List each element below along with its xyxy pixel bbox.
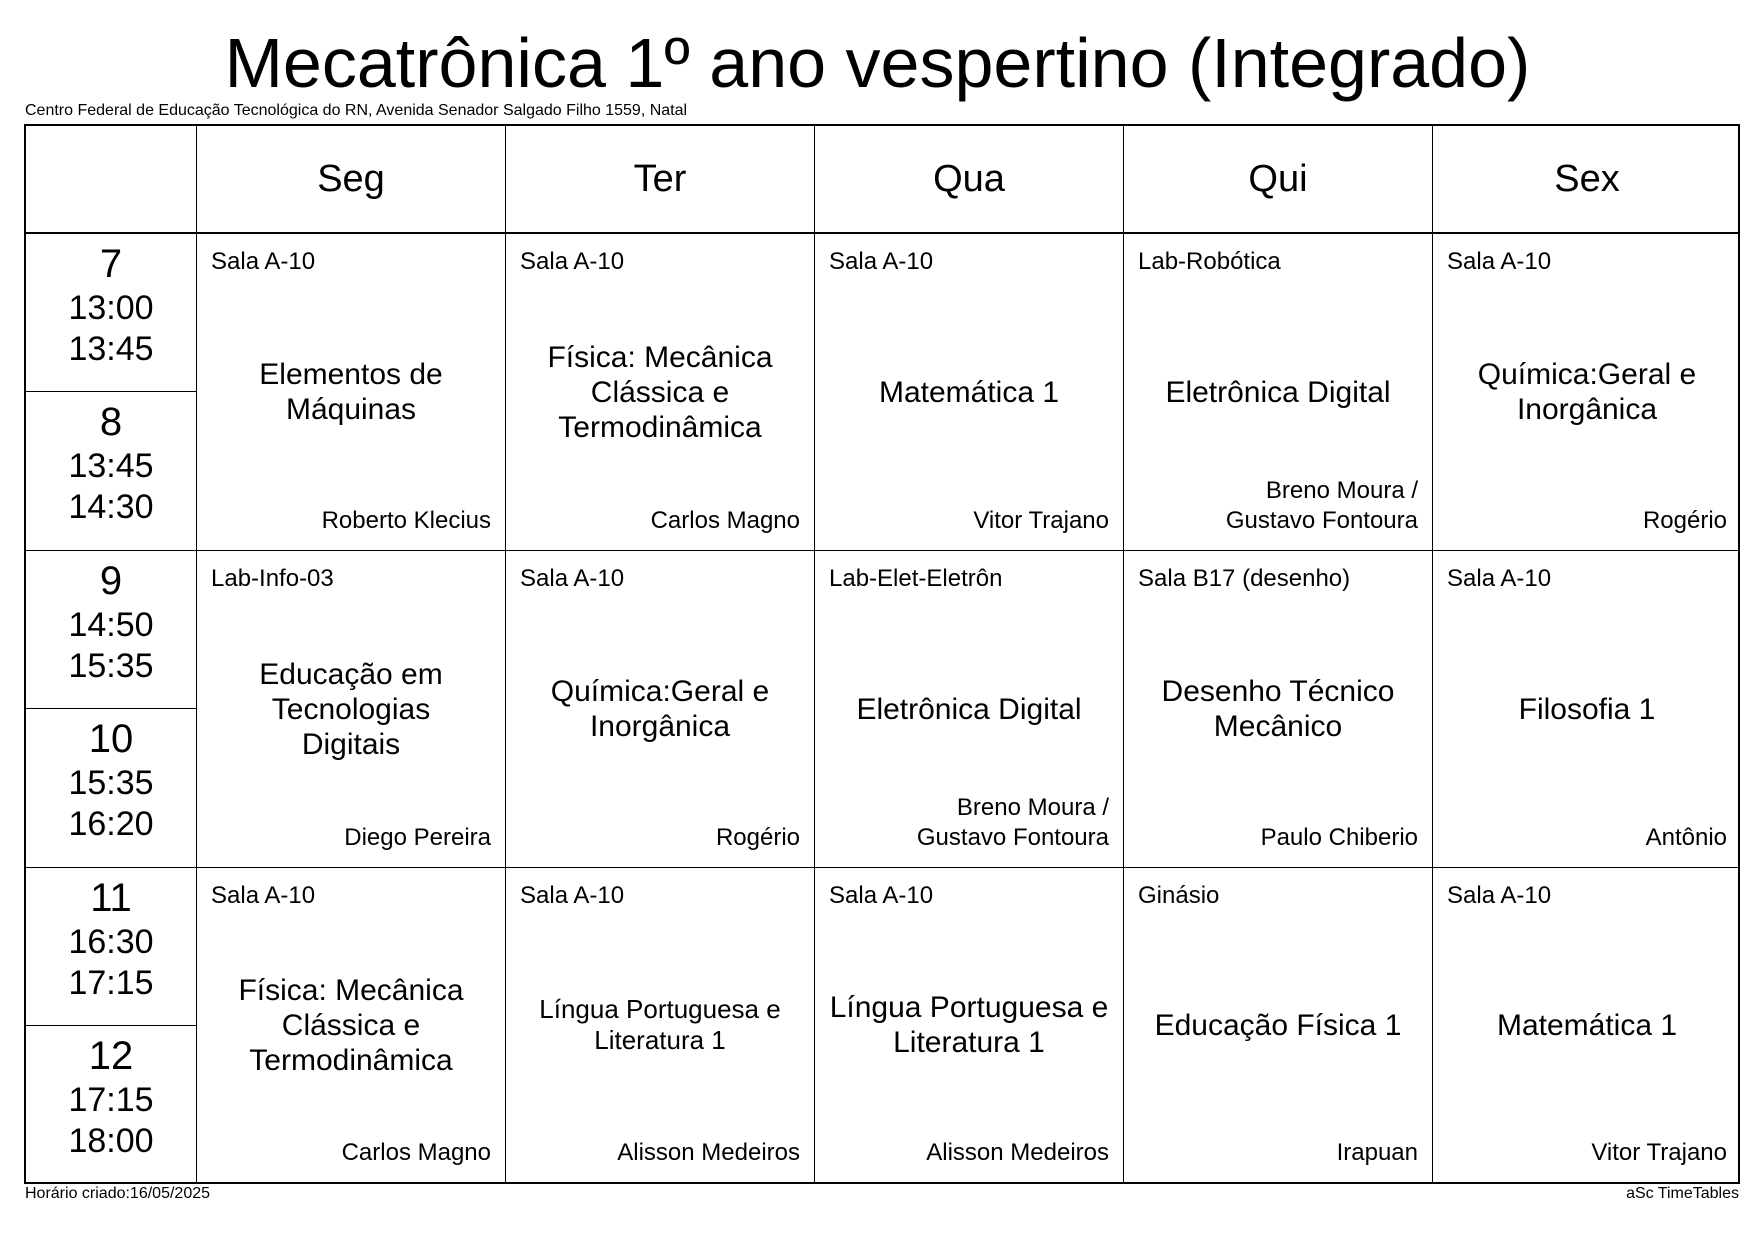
period-end: 16:20 (68, 805, 154, 843)
day-header-seg: Seg (317, 158, 385, 200)
room-label: Sala B17 (desenho) (1138, 565, 1351, 592)
lesson-cell (1124, 868, 1432, 1182)
lesson-cell (506, 868, 814, 1182)
lesson-cell (815, 551, 1123, 867)
room-label: Sala A-10 (829, 248, 934, 275)
room-label: Sala A-10 (1447, 248, 1552, 275)
room-label: Sala A-10 (1447, 882, 1552, 909)
teacher-label: Carlos Magno (650, 507, 800, 534)
room-label: Lab-Info-03 (211, 565, 334, 592)
period-end: 14:30 (68, 488, 154, 526)
teacher-label: Carlos Magno (341, 1139, 491, 1166)
lesson-cell (506, 551, 814, 867)
teacher-label: Antônio (1645, 824, 1727, 851)
period-start: 17:15 (68, 1081, 154, 1119)
period-10 (26, 709, 196, 867)
subject-label: Eletrônica Digital (1165, 375, 1391, 409)
day-header-ter: Ter (633, 158, 687, 200)
room-label: Sala A-10 (211, 248, 316, 275)
teacher-label: Irapuan (1336, 1139, 1418, 1166)
lesson-cell (197, 234, 505, 550)
subject-label: Desenho Técnico Mecânico (1161, 675, 1395, 743)
period-end: 18:00 (68, 1122, 154, 1160)
lesson-cell (815, 234, 1123, 550)
day-header-sex: Sex (1554, 158, 1620, 200)
subject-label: Elementos de Máquinas (259, 358, 443, 426)
teacher-label: Roberto Klecius (321, 507, 491, 534)
period-7 (26, 234, 196, 391)
lesson-cell (1433, 234, 1741, 550)
teacher-label: Breno Moura / Gustavo Fontoura (916, 794, 1109, 851)
period-end: 17:15 (68, 964, 154, 1002)
subject-label: Química:Geral e Inorgânica (550, 675, 770, 743)
period-number: 7 (99, 242, 123, 286)
period-end: 15:35 (68, 647, 154, 685)
teacher-label: Rogério (715, 824, 800, 851)
software-credit: aSc TimeTables (1626, 1185, 1739, 1202)
period-start: 15:35 (68, 764, 154, 802)
period-9 (26, 551, 196, 708)
subject-label: Física: Mecânica Clássica e Termodinâmica (547, 340, 773, 444)
period-start: 13:00 (68, 289, 154, 327)
room-label: Sala A-10 (1447, 565, 1552, 592)
teacher-label: Alisson Medeiros (926, 1139, 1109, 1166)
period-number: 11 (90, 876, 132, 920)
period-11 (26, 868, 196, 1025)
teacher-label: Alisson Medeiros (617, 1139, 800, 1166)
lesson-cell (1433, 868, 1741, 1182)
lesson-cell (1124, 551, 1432, 867)
subject-label: Química:Geral e Inorgânica (1477, 358, 1697, 426)
period-number: 12 (88, 1034, 134, 1078)
teacher-label: Diego Pereira (344, 824, 491, 851)
room-label: Sala A-10 (520, 565, 625, 592)
subject-label: Educação em Tecnologias Digitais (259, 657, 443, 761)
subject-label: Filosofia 1 (1518, 692, 1656, 726)
teacher-label: Rogério (1642, 507, 1727, 534)
page-title: Mecatrônica 1º ano vespertino (Integrado) (224, 24, 1531, 102)
school-address: Centro Federal de Educação Tecnológica do RN, Avenida Senador Salgado Filho 1559, Natal (25, 102, 688, 119)
teacher-label: Breno Moura / Gustavo Fontoura (1225, 477, 1418, 534)
subject-label: Matemática 1 (1496, 1008, 1678, 1042)
teacher-label: Vitor Trajano (973, 507, 1109, 534)
day-header-qui: Qui (1248, 158, 1308, 200)
lesson-cell (197, 551, 505, 867)
subject-label: Língua Portuguesa e Literatura 1 (829, 991, 1109, 1059)
subject-label: Matemática 1 (878, 375, 1060, 409)
period-number: 10 (88, 717, 134, 761)
lesson-cell (815, 868, 1123, 1182)
room-label: Sala A-10 (520, 248, 625, 275)
period-start: 14:50 (68, 606, 154, 644)
period-8 (26, 392, 196, 550)
teacher-label: Vitor Trajano (1591, 1139, 1727, 1166)
subject-label: Educação Física 1 (1154, 1008, 1402, 1042)
room-label: Ginásio (1138, 882, 1220, 909)
lesson-cell (1433, 551, 1741, 867)
subject-label: Física: Mecânica Clássica e Termodinâmica (238, 973, 464, 1077)
period-number: 9 (99, 559, 123, 603)
teacher-label: Paulo Chiberio (1260, 824, 1418, 851)
timetable-grid (24, 124, 1740, 1184)
room-label: Sala A-10 (211, 882, 316, 909)
room-label: Lab-Elet-Eletrôn (829, 565, 1003, 592)
lesson-cell (506, 234, 814, 550)
subject-label: Eletrônica Digital (856, 692, 1082, 726)
lesson-cell (197, 868, 505, 1182)
period-number: 8 (99, 400, 123, 444)
lesson-cell (1124, 234, 1432, 550)
room-label: Lab-Robótica (1138, 248, 1281, 275)
period-12 (26, 1026, 196, 1182)
period-start: 16:30 (68, 923, 154, 961)
period-end: 13:45 (68, 330, 154, 368)
subject-label: Língua Portuguesa e Literatura 1 (539, 994, 781, 1055)
created-date: Horário criado:16/05/2025 (25, 1185, 211, 1202)
room-label: Sala A-10 (829, 882, 934, 909)
day-header-qua: Qua (933, 158, 1005, 200)
period-start: 13:45 (68, 447, 154, 485)
room-label: Sala A-10 (520, 882, 625, 909)
